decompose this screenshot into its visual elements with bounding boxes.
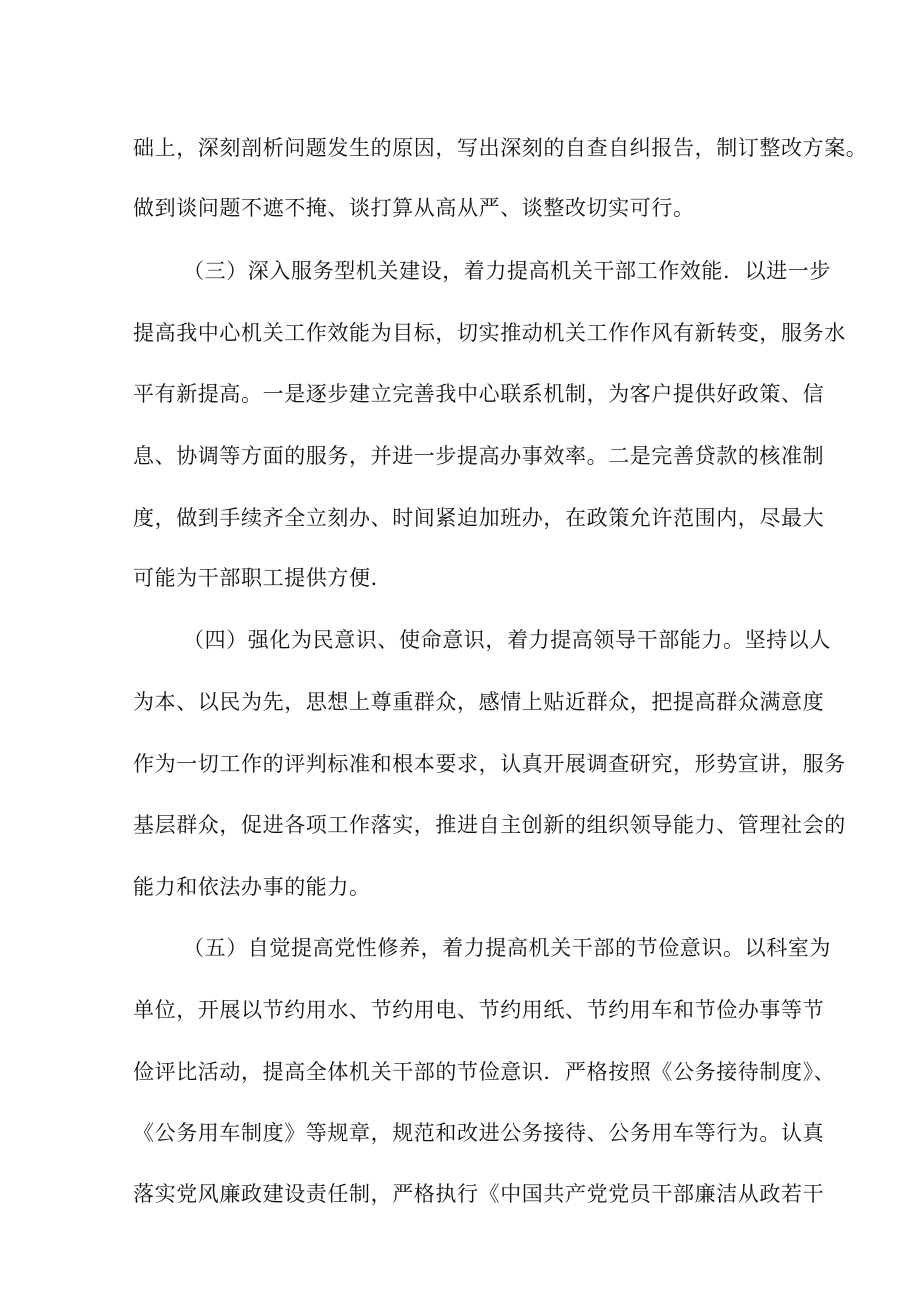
text-line: 俭评比活动，提高全体机关干部的节俭意识．严格按照《公务接待制度》、 xyxy=(133,1060,836,1084)
text-line: 度，做到手续齐全立刻办、时间紧迫加班办，在政策允许范围内，尽最大 xyxy=(133,506,825,530)
text-line: 为本、以民为先，思想上尊重群众，感情上贴近群众，把提高群众满意度 xyxy=(133,690,825,714)
text-line: 础上，深刻剖析问题发生的原因，写出深刻的自查自纠报告，制订整改方案。 xyxy=(133,136,868,160)
text-line: 基层群众，促进各项工作落实，推进自主创新的组织领导能力、管理社会的 xyxy=(133,813,846,837)
text-line: 提高我中心机关工作效能为目标，切实推动机关工作作风有新转变，服务水 xyxy=(133,321,846,345)
text-line: 做到谈问题不遮不掩、谈打算从高从严、谈整改切实可行。 xyxy=(133,196,695,220)
text-line: 息、协调等方面的服务，并进一步提高办事效率。二是完善贷款的核准制 xyxy=(133,444,825,468)
paragraph-heading-4: （四）强化为民意识、使命意识，着力提高领导干部能力。坚持以人 xyxy=(183,628,831,652)
text-line: 《公务用车制度》等规章，规范和改进公务接待、公务用车等行为。认真 xyxy=(133,1121,825,1145)
text-line: 落实党风廉政建设责任制，严格执行《中国共产党党员干部廉洁从政若干 xyxy=(133,1182,825,1206)
paragraph-heading-3: （三）深入服务型机关建设，着力提高机关干部工作效能．以进一步 xyxy=(183,259,831,283)
paragraph-heading-5: （五）自觉提高党性修养，着力提高机关干部的节俭意识。以科室为 xyxy=(183,936,831,960)
text-line: 能力和依法办事的能力。 xyxy=(133,875,371,899)
text-line: 可能为干部职工提供方便． xyxy=(133,566,393,590)
text-line: 单位，开展以节约用水、节约用电、节约用纸、节约用车和节俭办事等节 xyxy=(133,998,825,1022)
text-line: 平有新提高。一是逐步建立完善我中心联系机制，为客户提供好政策、信 xyxy=(133,382,825,406)
text-line: 作为一切工作的评判标准和根本要求，认真开展调查研究，形势宣讲，服务 xyxy=(133,752,846,776)
